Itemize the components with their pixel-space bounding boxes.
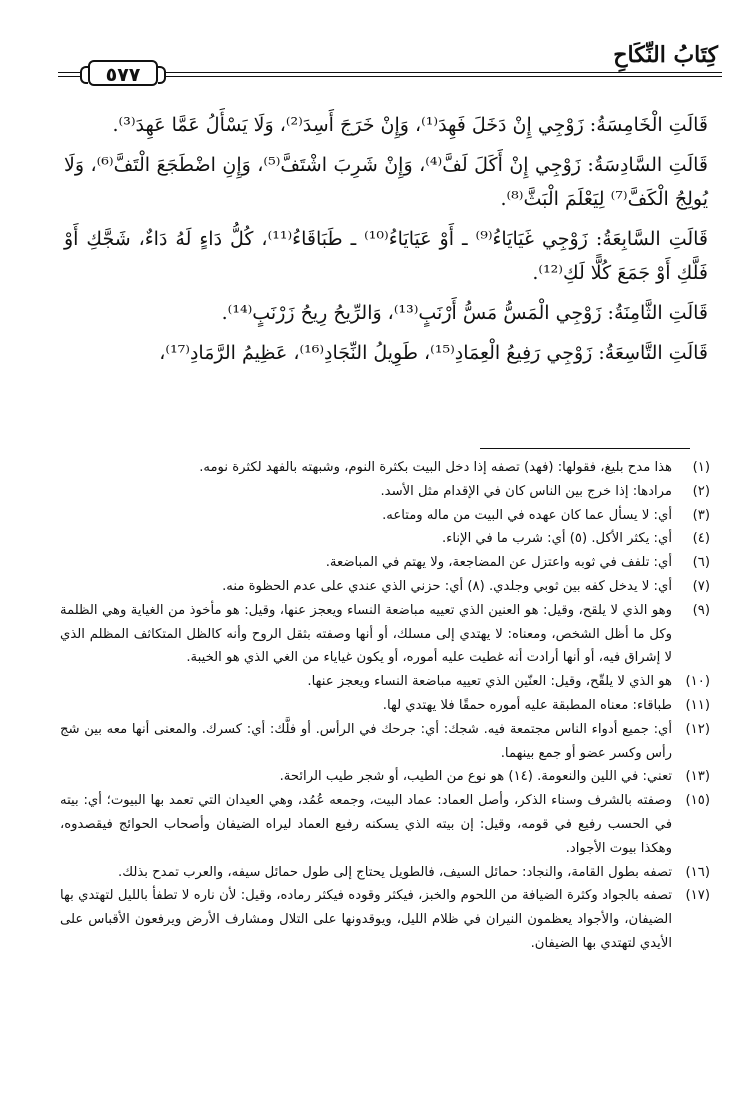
footnote-text: هذا مدح بليغ، فقولها: (فهد) تصفه إذا دخل البيت بكثرة النوم، وشبهته بالفهد لكثرة نومه. (199, 460, 672, 475)
footnote (60, 480, 710, 504)
footnote-number: (٤) (692, 531, 710, 547)
header-left-rule (58, 72, 80, 77)
footnote-text: أي: لا يدخل كفه بين ثوبي وجلدي. (٨) أي: حزني الذي عندي على عدم الحظوة منه. (222, 578, 672, 594)
footnote (60, 456, 710, 480)
footnotes (60, 456, 710, 956)
footnote-number: (١٥) (685, 793, 710, 809)
footnote (60, 504, 710, 528)
footnote-text: أي: لا يسأل عما كان عهده في البيت من ماله ومتاعه. (382, 507, 672, 523)
footnote (60, 694, 710, 718)
header-rule (166, 72, 722, 77)
footnote (60, 575, 710, 599)
footnote-text: وهو الذي لا يلقح، وقيل: هو العنين الذي تعييه مباضعة النساء ويعجز عنها، وقيل: هو مأخوذ من الغياية وهي الظلمة وكل ما أظل الشخص، ومعناه: لا يهتدي إلى مسلك، أو أنها وصفته بثقل الروح وأنه كالظل المتكاثف المظلم الذي لا إشراق فيه، أو أنها أرادت أنه غطيت عليه أموره، أو يكون غياياء من الغي الذي هو الخيبة. (60, 602, 672, 666)
footnote (60, 861, 710, 885)
footnote (60, 599, 710, 670)
footnote-number: (٣) (692, 507, 710, 523)
footnote-text: مرادها: إذا خرج بين الناس كان في الإقدام مثل الأسد. (380, 483, 672, 499)
footnote-text: طباقاء: معناه المطبقة عليه أموره حمقًا فلا يهتدي لها. (382, 697, 672, 713)
paragraph-ninth: قَالَتِ التَّاسِعَةُ: زَوْجِي رَفِيعُ الْعِمَادِ⁽¹⁵⁾، طَوِيلُ النِّجَادِ⁽¹⁶⁾، عَظِيمُ الرَّمَادِ⁽¹⁷⁾، (159, 342, 708, 364)
footnote-text: تصفه بطول القامة، والنجاد: حمائل السيف، فالطويل يحتاج إلى طول حمائل سيفه، والعرب تمدح بذلك. (118, 864, 672, 880)
footnote (60, 765, 710, 789)
footnote (60, 527, 710, 551)
page-header (58, 42, 722, 90)
footnote-text: وصفته بالشرف وسناء الذكر، وأصل العماد: عماد البيت، وجمعه عُمُد، وهي العيدان التي تعمد بها البيوت؛ أي: بيته في الحسب رفيع في قومه، وقيل: إن بيته الذي يسكنه رفيع العماد ليراه الضيفان وأصحاب الحوائج فيقصدوه، وهكذا بيوت الأجواد. (60, 793, 672, 856)
book-title: كِتَابُ النِّكَاحِ (613, 42, 718, 68)
footnote-number: (١) (692, 460, 710, 475)
paragraph-eighth: قَالَتِ الثَّامِنَةُ: زَوْجِي الْمَسُّ مَسُّ أَرْنَبٍ⁽¹³⁾، وَالرِّيحُ رِيحُ زَرْنَبٍ⁽¹⁴⁾. (221, 302, 708, 324)
paragraph-seventh: قَالَتِ السَّابِعَةُ: زَوْجِي غَيَايَاءُ⁽⁹⁾ ـ أَوْ عَيَايَاءُ⁽¹⁰⁾ ـ طَبَاقَاءُ⁽¹¹⁾، كُلُّ دَاءٍ لَهُ دَاءٌ، شَجَّكِ أَوْ فَلَّكِ أَوْ جَمَعَ كُلًّا لَكِ⁽¹²⁾. (64, 228, 709, 284)
footnote-text: تصفه بالجواد وكثرة الضيافة من اللحوم والخبز، فيكثر وقوده فيكثر رماده، وقيل: لأن ناره لا تطفأ بالليل لتهتدي بها الضيفان، والأجواد يعظمون النيران في ظلام الليل، ويوقدونها على التلال ومشارف الأرض ويرفعون الأقباس على الأيدي لتهتدي بها الضيفان. (60, 888, 672, 951)
footnote (60, 718, 710, 766)
main-text (64, 108, 708, 376)
footnote-number: (١٠) (685, 674, 710, 690)
footnote (60, 551, 710, 575)
footnote-text: تعني: في اللين والنعومة. (١٤) هو نوع من الطيب، أو شجر طيب الرائحة. (279, 769, 672, 785)
footnote-number: (١١) (685, 697, 710, 713)
footnote-separator (480, 448, 690, 449)
footnote (60, 670, 710, 694)
page-number: ٥٧٧ (88, 60, 158, 86)
paragraph-sixth: قَالَتِ السَّادِسَةُ: زَوْجِي إِنْ أَكَلَ لَفَّ⁽⁴⁾، وَإِنْ شَرِبَ اشْتَفَّ⁽⁵⁾، وَإِنِ اضْطَجَعَ الْتَفَّ⁽⁶⁾، وَلَا يُولِجُ الْكَفَّ⁽⁷⁾ لِيَعْلَمَ الْبَثَّ⁽⁸⁾. (64, 154, 709, 210)
footnote-number: (٧) (692, 578, 710, 594)
footnote-number: (٦) (692, 555, 710, 571)
footnote (60, 884, 710, 955)
footnote-number: (١٧) (685, 888, 710, 904)
footnote-number: (٢) (692, 483, 710, 499)
footnote-number: (٩) (692, 602, 710, 618)
footnote-number: (١٦) (685, 864, 710, 880)
footnote (60, 789, 710, 860)
paragraph-fifth: قَالَتِ الْخَامِسَةُ: زَوْجِي إِنْ دَخَلَ فَهِدَ⁽¹⁾، وَإِنْ خَرَجَ أَسِدَ⁽²⁾، وَلَا يَسْأَلُ عَمَّا عَهِدَ⁽³⁾. (112, 114, 708, 136)
footnote-text: هو الذي لا يلقّح، وقيل: العنّين الذي تعييه مباضعة النساء ويعجز عنها. (307, 674, 672, 690)
footnote-text: أي: جميع أدواء الناس مجتمعة فيه. شجك: أي: جرحك في الرأس. أو فلَّك: أي: كسرك. والمعنى أنها معه بين شج رأس وكسر عضو أو جمع بينهما. (60, 721, 672, 761)
footnote-text: أي: يكثر الأكل. (٥) أي: شرب ما في الإناء. (441, 531, 672, 547)
footnote-text: أي: تلفف في ثوبه واعتزل عن المضاجعة، ولا يهتم في المباضعة. (325, 555, 672, 571)
footnote-number: (١٣) (685, 769, 710, 785)
footnote-number: (١٢) (685, 721, 710, 737)
